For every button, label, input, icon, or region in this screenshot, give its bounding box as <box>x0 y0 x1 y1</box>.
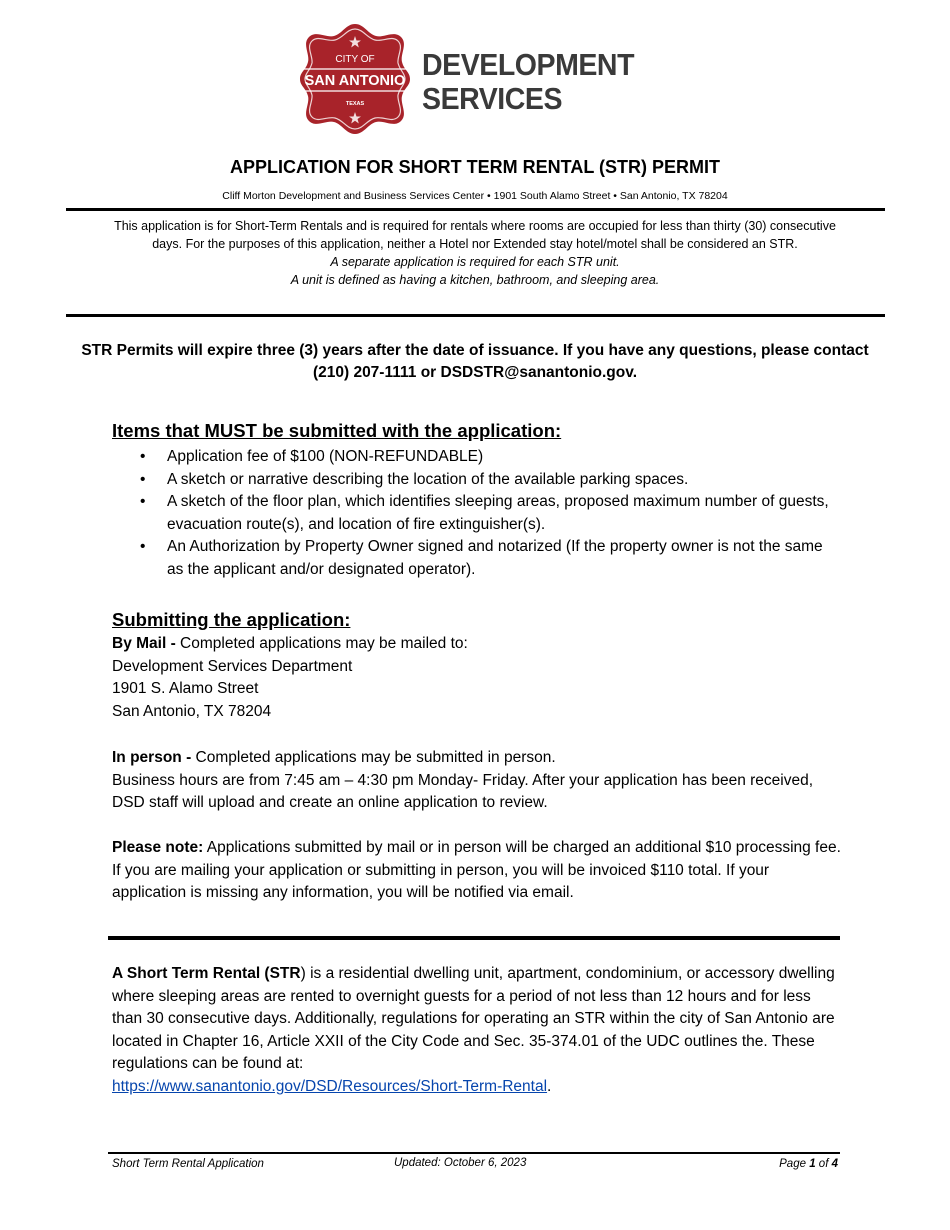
list-item: • A sketch of the floor plan, which identifies sleeping areas, proposed maximum number of guests, evacuation route(s), and location of fire extinguisher(s). <box>140 491 840 536</box>
intro-italic-1: A separate application is required for each STR unit. <box>330 255 620 269</box>
link-end: . <box>547 1077 552 1095</box>
center-address: Cliff Morton Development and Business Services Center • 1901 South Alamo Street • San Antonio, TX 78204 <box>222 190 728 202</box>
in-person-label: In person - <box>112 749 192 766</box>
str-definition-text: ) is a residential dwelling unit, apartment, condominium, or accessory dwelling where sleeping areas are rented to overnight guests for a period of not less than 12 hours and for less than 30 consecutive days. Additionally, regulations for operating an STR within the city of San Antonio are located in Chapter 16, Article XXII of the City Code and Sec. 35-374.01 of the UDC outlines the. These regulations can be found at: <box>112 965 835 1072</box>
footer-divider <box>108 1152 840 1154</box>
city-seal-logo <box>298 22 412 136</box>
in-person-block <box>112 747 842 815</box>
logo-city-name: SAN ANTONIO <box>304 73 406 89</box>
business-hours-text: Business hours are from 7:45 am – 4:30 pm Monday- Friday. After your application has been received, DSD staff will upload and create an online application to review. <box>112 771 814 811</box>
list-item: • A sketch or narrative describing the location of the available parking spaces. <box>140 469 840 492</box>
please-note-block <box>112 837 842 905</box>
page-total: 4 <box>831 1158 838 1170</box>
page-title: APPLICATION FOR SHORT TERM RENTAL (STR) PERMIT <box>230 157 720 177</box>
department-line-2: SERVICES <box>422 81 563 116</box>
mail-address-line-2: 1901 S. Alamo Street <box>112 680 259 697</box>
submitting-heading: Submitting the application: <box>112 609 351 630</box>
please-note-text: Applications submitted by mail or in person will be charged an additional $10 processing fee. If you are mailing your application or submitting in person, you will be invoiced $110 total. If your application is missing any information, you will be notified via email. <box>112 839 841 901</box>
by-mail-block <box>112 633 842 723</box>
by-mail-label: By Mail - <box>112 635 176 652</box>
regulations-link[interactable]: https://www.sanantonio.gov/DSD/Resources/Short-Term-Rental <box>112 1077 548 1095</box>
of-word: of <box>815 1158 832 1170</box>
str-definition <box>112 963 842 1098</box>
required-items-heading: Items that MUST be submitted with the application: <box>112 420 562 441</box>
required-items-list <box>140 446 840 581</box>
please-note-label: Please note: <box>112 839 204 856</box>
list-item: • Application fee of $100 (NON-REFUNDABLE) <box>140 446 840 469</box>
str-term: A Short Term Rental (STR <box>112 965 301 982</box>
page-word: Page <box>779 1158 810 1170</box>
page-num: 1 <box>809 1158 816 1170</box>
by-mail-text: Completed applications may be mailed to: <box>175 635 468 652</box>
intro-block <box>100 217 850 289</box>
mail-address-line-1: Development Services Department <box>112 657 353 675</box>
mail-address-line-3: San Antonio, TX 78204 <box>112 702 272 720</box>
footer-page-number <box>700 1158 838 1170</box>
footer-updated-date: Updated: October 6, 2023 <box>394 1157 527 1169</box>
in-person-text: Completed applications may be submitted in person. <box>191 749 556 766</box>
list-item: • An Authorization by Property Owner signed and notarized (If the property owner is not the same as the applicant and/or designated operator). <box>140 536 840 581</box>
intro-text: This application is for Short-Term Rentals and is required for rentals where rooms are occupied for less than thirty (30) consecutive days. For the purposes of this application, neither a Hotel nor Extended stay hotel/motel shall be considered an STR. <box>114 219 836 251</box>
divider <box>66 208 885 211</box>
logo-state: TEXAS <box>345 101 365 107</box>
divider <box>108 936 840 940</box>
divider <box>66 314 885 317</box>
expiration-notice: STR Permits will expire three (3) years after the date of issuance. If you have any questions, please contact (210) 207-1111 or DSDSTR@sanantonio.gov. <box>81 342 869 381</box>
footer-doc-name: Short Term Rental Application <box>112 1158 264 1170</box>
department-name <box>422 48 634 116</box>
logo-city-of: CITY OF <box>335 54 375 65</box>
department-line-1: DEVELOPMENT <box>422 47 635 82</box>
intro-italic-2: A unit is defined as having a kitchen, bathroom, and sleeping area. <box>290 273 660 287</box>
header-logo <box>298 22 635 136</box>
